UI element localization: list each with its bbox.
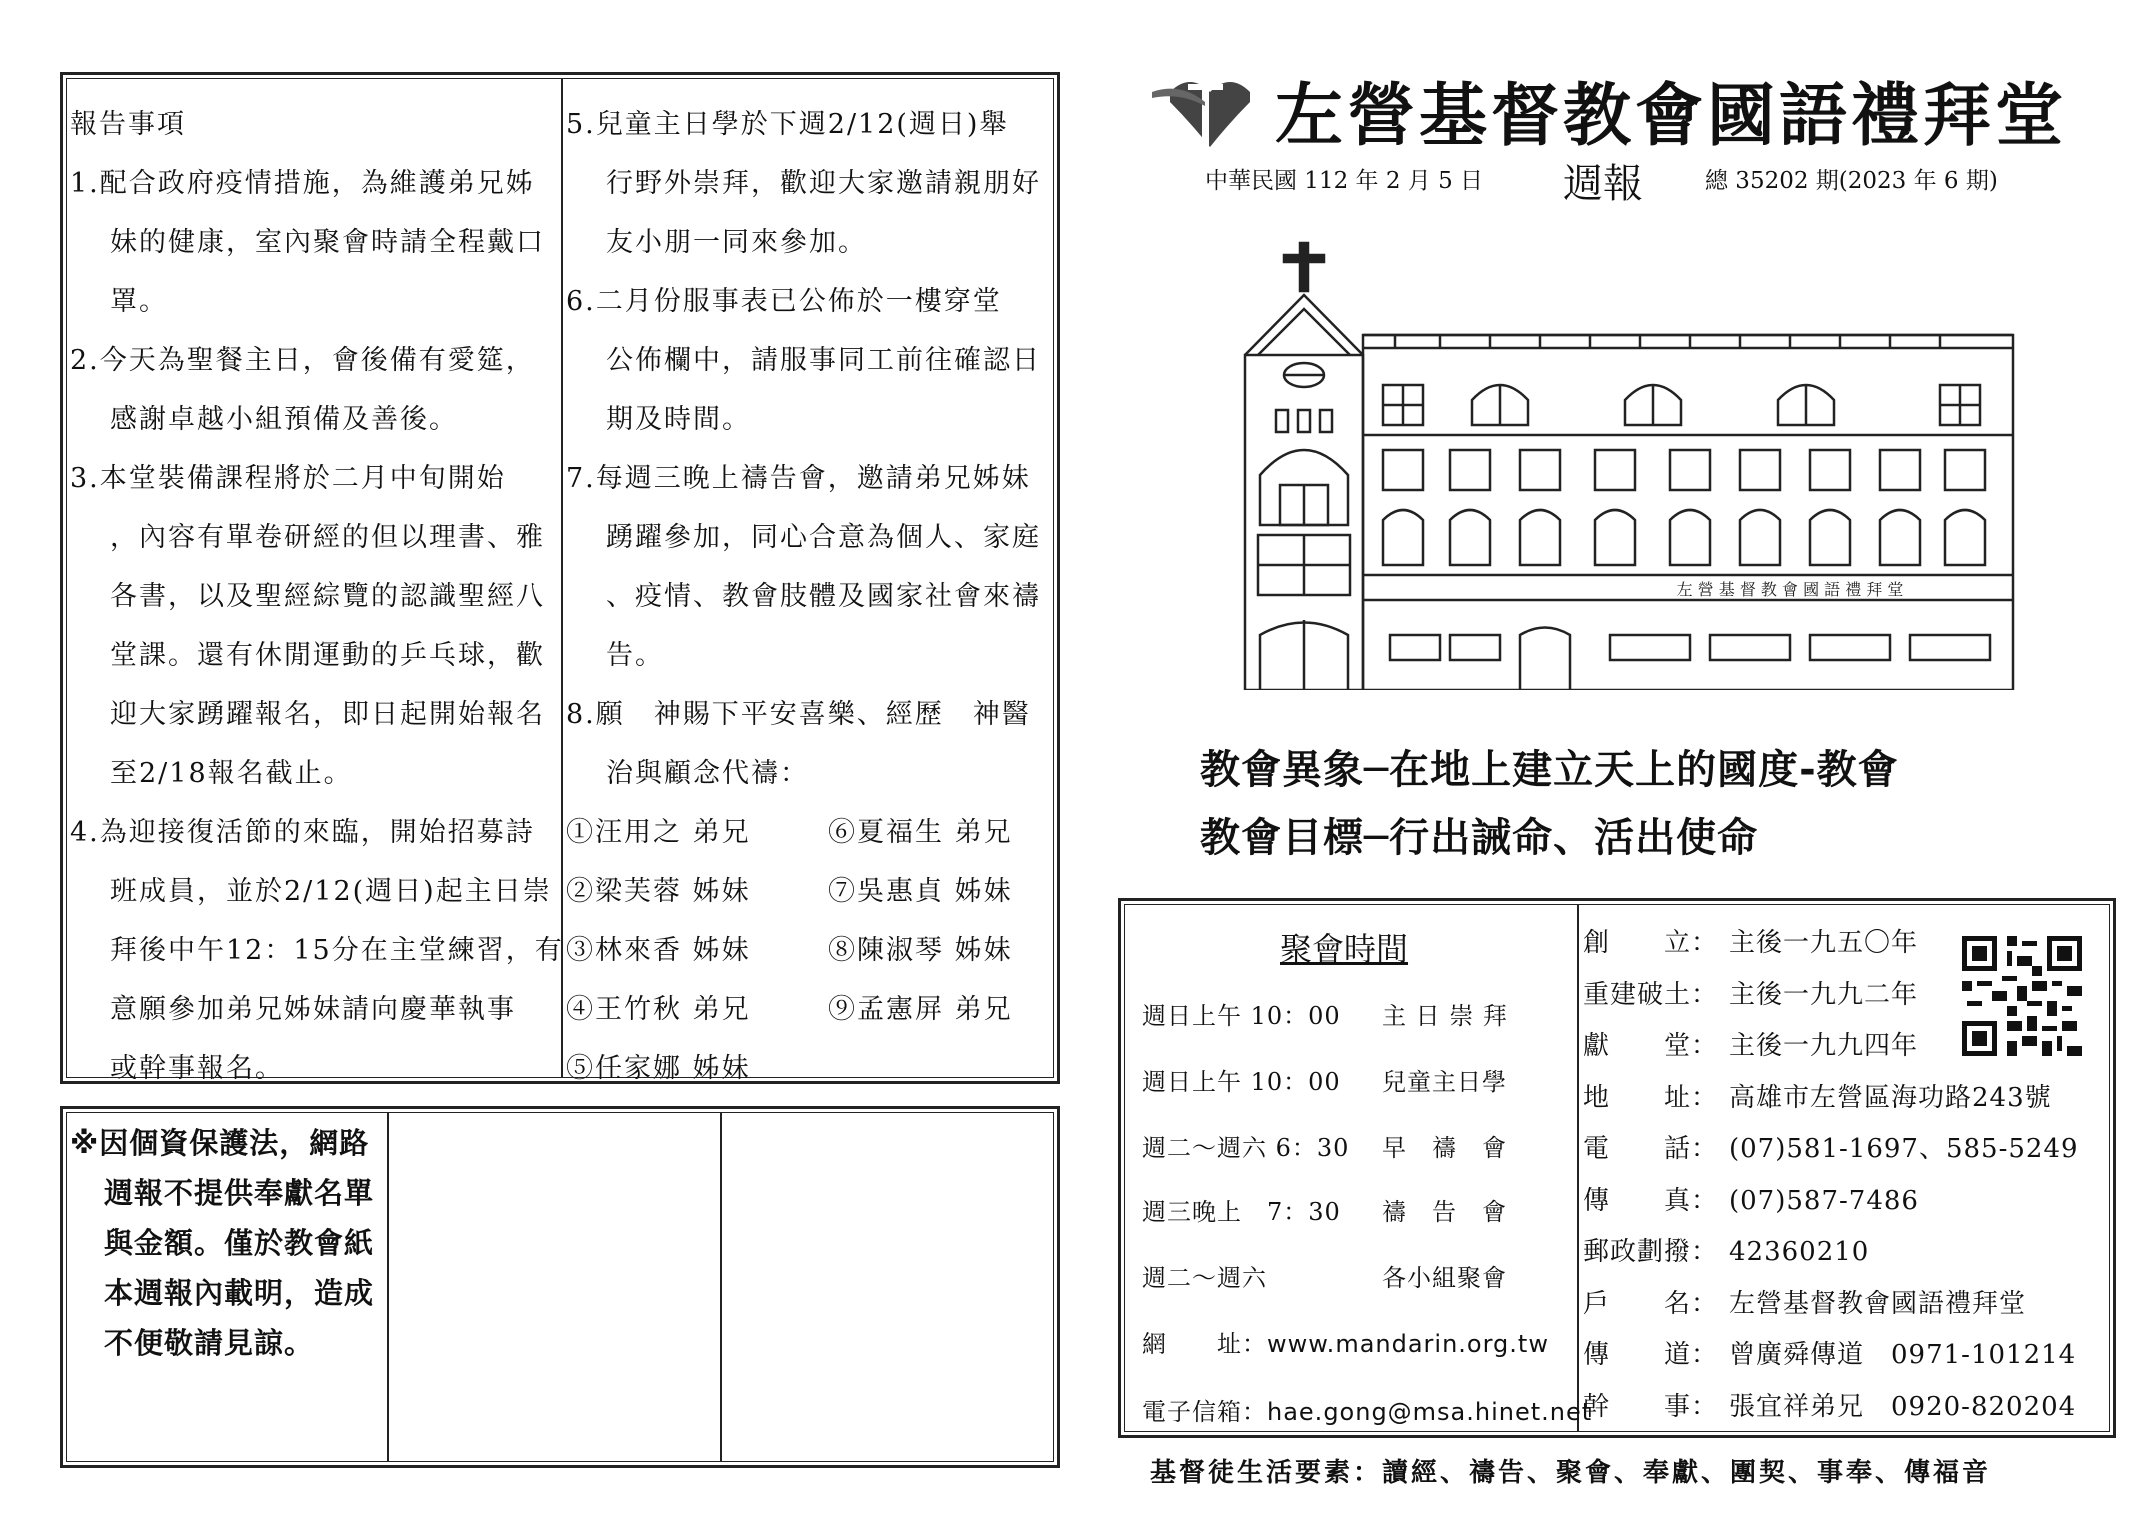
meeting-event: 兒童主日學 bbox=[1382, 1068, 1507, 1096]
meeting-time: 週日上午 10：00 bbox=[1142, 1068, 1341, 1096]
announcement-line: 友小朋一同來參加。 bbox=[606, 227, 867, 258]
announcement-line: 8.願 神賜下平安喜樂、經歷 神醫 bbox=[566, 699, 1031, 730]
announcement-line: 5.兒童主日學於下週2/12(週日)舉 bbox=[566, 109, 1009, 140]
announcement-line: 公佈欄中，請服事同工前往確認日 bbox=[606, 345, 1041, 376]
email-link[interactable]: hae.gong@msa.hinet.net bbox=[1267, 1398, 1593, 1426]
announcement-line: 至2/18報名截止。 bbox=[110, 758, 353, 789]
info-label: 獻 堂： bbox=[1583, 1031, 1719, 1061]
announcement-line: 3.本堂裝備課程將於二月中旬開始 bbox=[70, 463, 506, 494]
info-label: 地 址： bbox=[1583, 1082, 1719, 1113]
info-row bbox=[1583, 1330, 2079, 1382]
meeting-row bbox=[1142, 996, 1508, 1031]
info-row bbox=[1583, 1073, 2079, 1125]
announcement-line: 感謝卓越小組預備及善後。 bbox=[110, 404, 458, 435]
info-row bbox=[1583, 1382, 2079, 1434]
announcement-line: 1.配合政府疫情措施，為維護弟兄姊 bbox=[70, 168, 535, 199]
announcement-line: ，內容有單卷研經的但以理書、雅 bbox=[110, 522, 545, 553]
church-title: 左營基督教會國語禮拜堂 bbox=[1275, 76, 2068, 156]
offering-divider bbox=[720, 1112, 722, 1462]
prayer-name: ④王竹秋 弟兄 bbox=[566, 994, 751, 1025]
announcement-line: 妹的健康，室內聚會時請全程戴口 bbox=[110, 227, 545, 258]
meeting-event: 禱 告 會 bbox=[1382, 1198, 1507, 1226]
prayer-name: ⑤任家娜 姊妹 bbox=[566, 1053, 751, 1084]
info-value: (07)581-1697、585-5249 bbox=[1729, 1134, 2079, 1164]
meeting-time: 週二～週六 6：30 bbox=[1142, 1134, 1350, 1162]
info-value: 主後一九五〇年 bbox=[1729, 928, 1919, 958]
prayer-name: ⑧陳淑琴 姊妹 bbox=[828, 935, 1013, 966]
meeting-event: 各小組聚會 bbox=[1382, 1264, 1507, 1292]
info-label: 郵政劃撥： bbox=[1583, 1237, 1719, 1267]
info-row bbox=[1583, 1279, 2079, 1331]
info-value: 曾廣舜傳道 0971-101214 bbox=[1729, 1340, 2077, 1370]
announcements-right-column bbox=[566, 95, 1041, 1098]
announcement-line: 期及時間。 bbox=[606, 404, 751, 435]
info-row bbox=[1583, 1176, 2079, 1228]
prayer-name: ②梁芙蓉 姊妹 bbox=[566, 876, 751, 907]
info-label: 戶 名： bbox=[1583, 1288, 1719, 1319]
prayer-row bbox=[566, 862, 1041, 921]
prayer-row bbox=[566, 803, 1041, 862]
privacy-line: 不便敬請見諒。 bbox=[104, 1326, 315, 1360]
info-label: 創 立： bbox=[1583, 928, 1719, 958]
info-row bbox=[1583, 1227, 2079, 1279]
privacy-note bbox=[70, 1118, 374, 1368]
offering-divider bbox=[387, 1112, 389, 1462]
prayer-row bbox=[566, 980, 1041, 1039]
meeting-event: 早 禱 會 bbox=[1382, 1134, 1507, 1162]
announcement-line: 意願參加弟兄姊妹請向慶華執事 bbox=[110, 994, 516, 1025]
privacy-line: 本週報內載明，造成 bbox=[104, 1276, 375, 1310]
info-label: 傳 真： bbox=[1583, 1185, 1719, 1216]
email-label: 電子信箱： bbox=[1142, 1398, 1267, 1426]
info-label: 幹 事： bbox=[1583, 1391, 1719, 1422]
info-value: (07)587-7486 bbox=[1729, 1185, 1919, 1216]
prayer-name: ⑥夏福生 弟兄 bbox=[828, 817, 1013, 848]
announcement-line: 7.每週三晚上禱告會，邀請弟兄姊妹 bbox=[566, 463, 1031, 494]
info-label: 傳 道： bbox=[1583, 1340, 1719, 1370]
building-sign: 左 營 基 督 教 會 國 語 禮 拜 堂 bbox=[1676, 580, 1904, 599]
website-link[interactable]: www.mandarin.org.tw bbox=[1267, 1330, 1549, 1358]
announcements-left-column bbox=[70, 95, 564, 1098]
prayer-row bbox=[566, 1039, 1041, 1098]
info-value: 主後一九九二年 bbox=[1729, 979, 1919, 1010]
meeting-row bbox=[1142, 1258, 1507, 1293]
info-label: 電 話： bbox=[1583, 1134, 1719, 1164]
info-label: 重建破土： bbox=[1583, 979, 1719, 1010]
email-row bbox=[1142, 1392, 1592, 1427]
weekly-label: 週報 bbox=[1563, 161, 1643, 207]
meeting-time: 週二～週六 bbox=[1142, 1264, 1267, 1292]
meeting-time: 週日上午 10：00 bbox=[1142, 1002, 1341, 1030]
info-value: 主後一九九四年 bbox=[1729, 1031, 1919, 1061]
announcement-line: 告。 bbox=[606, 640, 664, 671]
announcement-line: 、疫情、教會肢體及國家社會來禱 bbox=[606, 581, 1041, 612]
privacy-line: 與金額。僅於教會紙 bbox=[104, 1226, 375, 1260]
announcement-line: 或幹事報名。 bbox=[110, 1053, 284, 1084]
church-logo-icon bbox=[1150, 62, 1260, 152]
announcement-line: 4.為迎接復活節的來臨，開始招募詩 bbox=[70, 817, 535, 848]
announcements-heading: 報告事項 bbox=[70, 109, 186, 140]
church-info-divider bbox=[1577, 904, 1579, 1432]
info-value: 42360210 bbox=[1729, 1237, 1870, 1267]
website-label: 網 址： bbox=[1142, 1330, 1267, 1358]
privacy-line: 週報不提供奉獻名單 bbox=[104, 1176, 375, 1210]
church-vision: 教會異象─在地上建立天上的國度-教會 bbox=[1200, 747, 1899, 793]
announcement-line: 班成員，並於2/12(週日)起主日崇 bbox=[110, 876, 552, 907]
announcement-line: 2.今天為聖餐主日，會後備有愛筵， bbox=[70, 345, 535, 376]
prayer-row bbox=[566, 921, 1041, 980]
prayer-name: ⑦吳惠貞 姊妹 bbox=[828, 876, 1013, 907]
church-building-illustration bbox=[1240, 235, 2020, 690]
info-row bbox=[1583, 1124, 2079, 1176]
meeting-event: 主 日 崇 拜 bbox=[1382, 1002, 1508, 1030]
announcement-line: 踴躍參加，同心合意為個人、家庭 bbox=[606, 522, 1041, 553]
website-row bbox=[1142, 1324, 1549, 1359]
announcement-line: 迎大家踴躍報名，即日起開始報名 bbox=[110, 699, 545, 730]
prayer-name: ⑨孟憲屏 弟兄 bbox=[828, 994, 1013, 1025]
qr-code-icon[interactable] bbox=[1962, 936, 2082, 1056]
meeting-row bbox=[1142, 1128, 1507, 1163]
info-value: 高雄市左營區海功路243號 bbox=[1729, 1082, 2052, 1113]
church-goal: 教會目標─行出誡命、活出使命 bbox=[1200, 815, 1759, 861]
announcement-line: 堂課。還有休閒運動的乒乓球，歡 bbox=[110, 640, 545, 671]
privacy-line: ※因個資保護法，網路 bbox=[70, 1126, 370, 1160]
prayer-name: ①汪用之 弟兄 bbox=[566, 817, 751, 848]
meeting-row bbox=[1142, 1192, 1507, 1227]
announcement-line: 6.二月份服事表已公佈於一樓穿堂 bbox=[566, 286, 1002, 317]
announcement-line: 行野外崇拜，歡迎大家邀請親朋好 bbox=[606, 168, 1041, 199]
announcement-line: 罩。 bbox=[110, 286, 168, 317]
issue-date: 中華民國 112 年 2 月 5 日 bbox=[1205, 168, 1484, 194]
meeting-row bbox=[1142, 1062, 1507, 1097]
info-value: 左營基督教會國語禮拜堂 bbox=[1729, 1288, 2027, 1319]
announcement-line: 各書，以及聖經綜覽的認識聖經八 bbox=[110, 581, 545, 612]
info-value: 張宜祥弟兄 0920-820204 bbox=[1729, 1391, 2077, 1422]
issue-number: 總 35202 期(2023 年 6 期) bbox=[1705, 168, 1998, 194]
prayer-name: ③林來香 姊妹 bbox=[566, 935, 751, 966]
announcement-line: 拜後中午12：15分在主堂練習，有 bbox=[110, 935, 564, 966]
meeting-time: 週三晚上 7：30 bbox=[1142, 1198, 1341, 1226]
meeting-times-heading: 聚會時間 bbox=[1280, 930, 1409, 968]
announcement-line: 治與顧念代禱： bbox=[606, 758, 809, 789]
christian-life-essentials: 基督徒生活要素：讀經、禱告、聚會、奉獻、團契、事奉、傳福音 bbox=[1150, 1458, 1992, 1488]
